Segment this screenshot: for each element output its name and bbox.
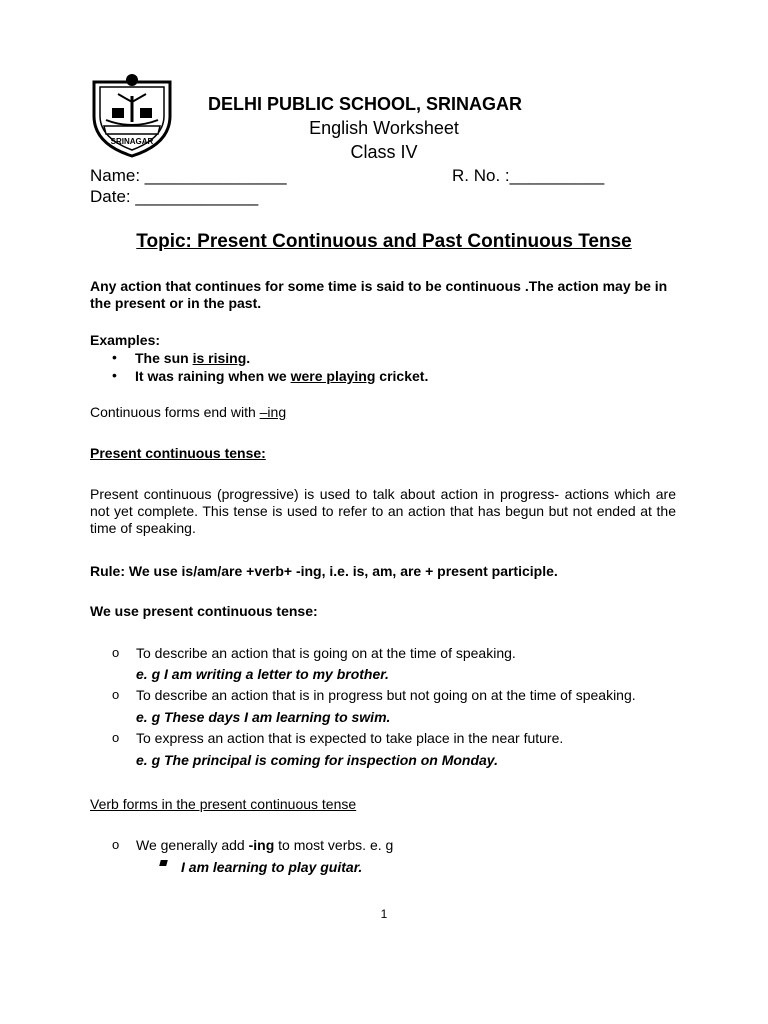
usage-item-2: To describe an action that is in progress but not going on at the time of speaking. (136, 687, 636, 703)
class-label: Class IV (350, 142, 418, 162)
verb-forms-item: We generally add -ing to most verbs. e. g (136, 837, 394, 853)
present-continuous-description: Present continuous (progressive) is used to talk about action in progress- actions which are not yet complete. This tense is used to refer to an action that has begun but not ended at the time of speaking. (90, 486, 676, 536)
roll-number-field-label: R. No. :__________ (452, 166, 605, 185)
worksheet-subtitle: English Worksheet (309, 118, 459, 138)
example-item-2: It was raining when we were playing cricket. (135, 368, 429, 384)
usage-example-1: e. g I am writing a letter to my brother. (136, 666, 389, 682)
page-number: 1 (380, 907, 388, 921)
usage-item-3: To express an action that is expected to take place in the near future. (136, 730, 564, 746)
continuous-forms-note: Continuous forms end with –ing (90, 404, 287, 420)
present-continuous-heading: Present continuous tense: (90, 445, 266, 461)
logo-text: SRINAGAR (110, 137, 154, 146)
example-bullet: • (112, 349, 117, 365)
examples-heading: Examples: (90, 332, 161, 348)
usage-item-1: To describe an action that is going on at the time of speaking. (136, 645, 516, 661)
rule-statement: Rule: We use is/am/are +verb+ -ing, i.e. is, am, are + present participle. (90, 563, 558, 579)
square-bullet-icon (159, 860, 168, 866)
verb-forms-heading: Verb forms in the present continuous tense (90, 796, 357, 812)
list-ring-bullet: o (112, 687, 120, 702)
usage-example-3: e. g The principal is coming for inspection on Monday. (136, 752, 498, 768)
list-ring-bullet: o (112, 837, 120, 852)
name-field-label: Name: _______________ (90, 166, 287, 185)
intro-paragraph: Any action that continues for some time is said to be continuous .The action may be in the present or in the past. (90, 278, 668, 311)
example-bullet: • (112, 367, 117, 383)
example-item-1: The sun is rising. (135, 350, 251, 366)
topic-heading: Topic: Present Continuous and Past Continuous Tense (136, 231, 632, 252)
usage-heading: We use present continuous tense: (90, 603, 318, 619)
list-ring-bullet: o (112, 645, 120, 660)
verb-forms-example: I am learning to play guitar. (181, 859, 363, 875)
list-ring-bullet: o (112, 730, 120, 745)
usage-example-2: e. g These days I am learning to swim. (136, 709, 391, 725)
school-name: DELHI PUBLIC SCHOOL, SRINAGAR (208, 94, 523, 114)
date-field-label: Date: _____________ (90, 187, 259, 206)
